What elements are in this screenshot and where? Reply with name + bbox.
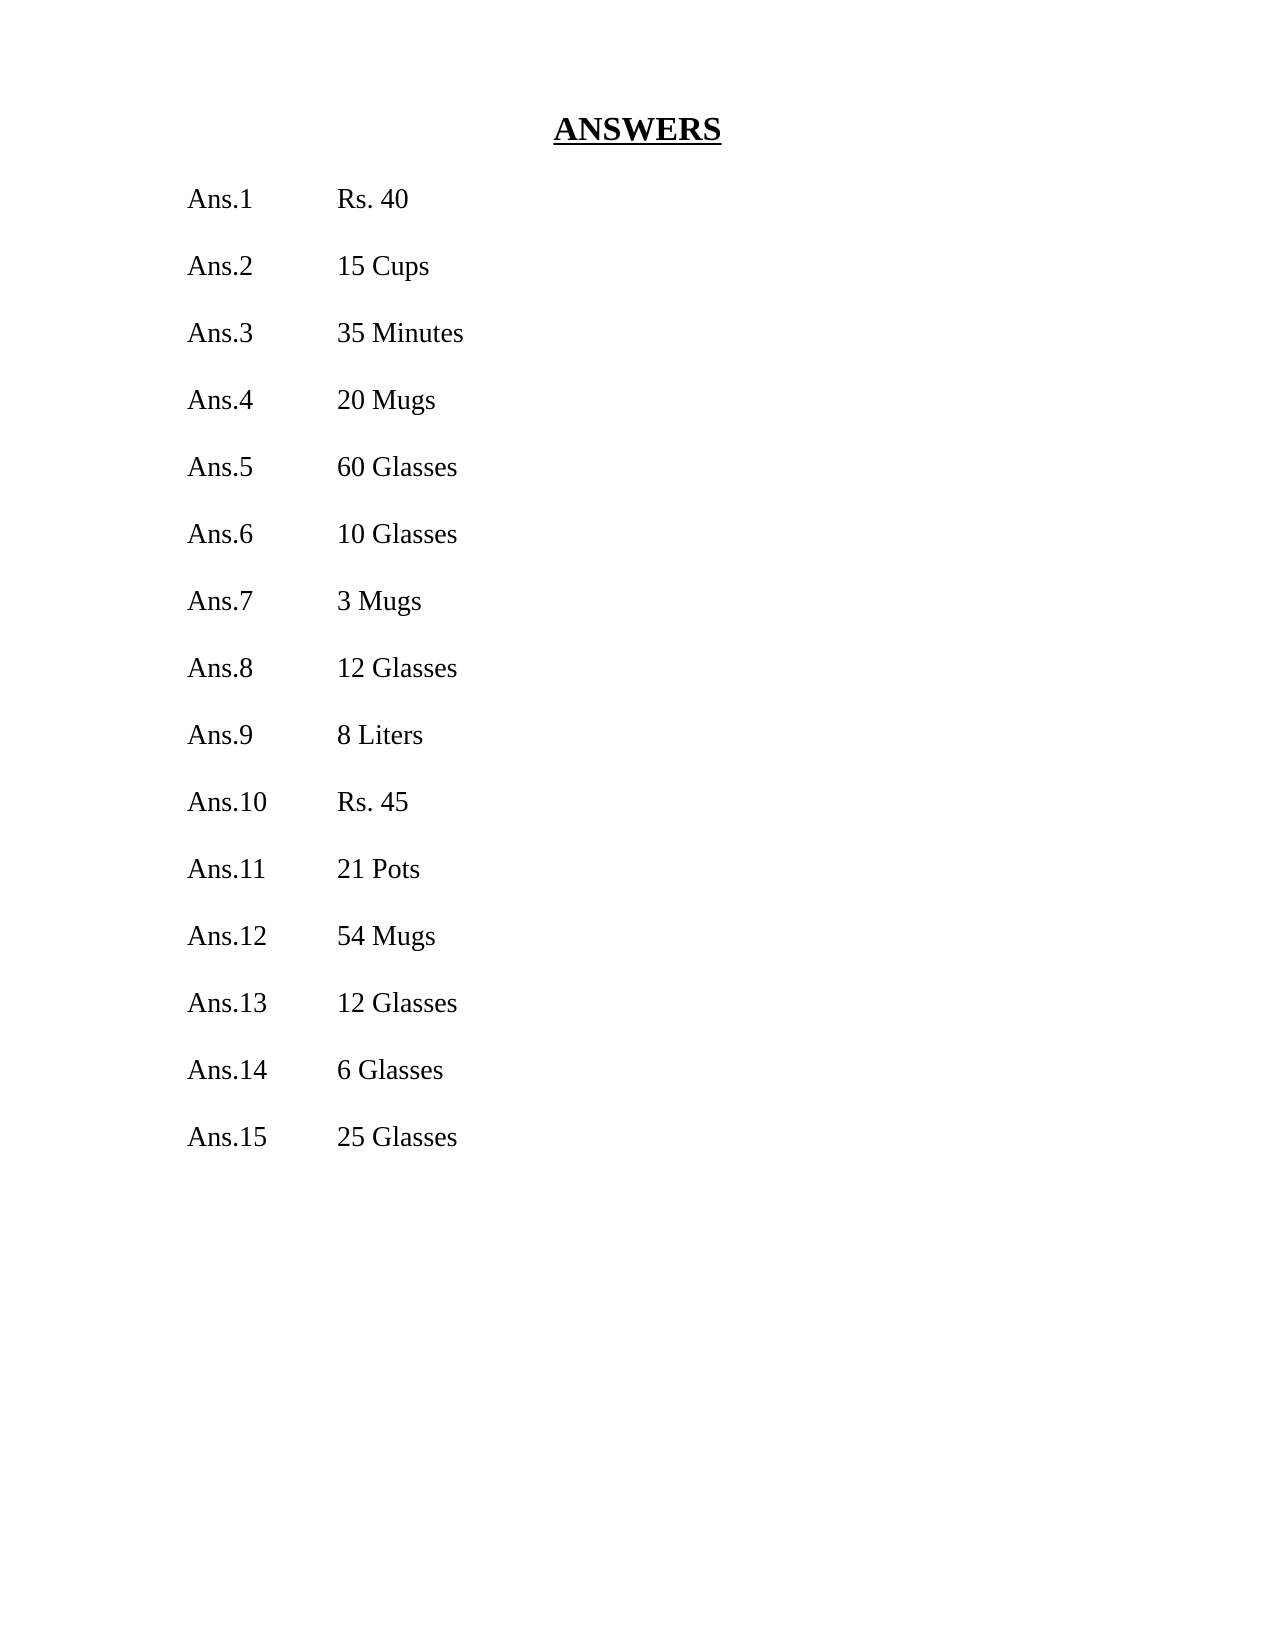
answer-label: Ans.3 (187, 318, 254, 349)
answer-label: Ans.10 (187, 787, 268, 818)
answer-row (187, 448, 464, 515)
answer-value: 12 Glasses (337, 653, 458, 684)
answer-value: 10 Glasses (337, 519, 458, 550)
answer-label: Ans.4 (187, 385, 254, 416)
answer-label: Ans.9 (187, 720, 254, 751)
answer-row (187, 247, 464, 314)
answer-label: Ans.12 (187, 921, 268, 952)
answer-row (187, 180, 464, 247)
answer-row (187, 783, 464, 850)
answer-label: Ans.13 (187, 988, 268, 1019)
answer-value: 3 Mugs (337, 586, 422, 617)
answer-row (187, 917, 464, 984)
answer-value: 20 Mugs (337, 385, 436, 416)
answer-row (187, 1118, 464, 1185)
answer-row (187, 314, 464, 381)
answer-row (187, 850, 464, 917)
answer-row (187, 649, 464, 716)
page-title-text: ANSWERS (553, 111, 722, 148)
answer-label: Ans.11 (187, 854, 267, 885)
answer-label: Ans.6 (187, 519, 254, 550)
answer-label: Ans.1 (187, 184, 254, 215)
answer-row (187, 381, 464, 448)
answer-value: 60 Glasses (337, 452, 458, 483)
page-title (0, 110, 1275, 150)
answer-label: Ans.2 (187, 251, 254, 282)
answer-label: Ans.15 (187, 1122, 268, 1153)
answer-value: Rs. 45 (337, 787, 409, 818)
answer-value: 35 Minutes (337, 318, 464, 349)
answer-list (187, 180, 464, 1185)
answer-label: Ans.14 (187, 1055, 268, 1086)
answer-label: Ans.5 (187, 452, 254, 483)
answer-row (187, 1051, 464, 1118)
answer-value: 6 Glasses (337, 1055, 444, 1086)
answer-value: 12 Glasses (337, 988, 458, 1019)
answer-row (187, 716, 464, 783)
answer-row (187, 582, 464, 649)
answer-value: 8 Liters (337, 720, 424, 751)
answer-label: Ans.8 (187, 653, 254, 684)
answer-value: 15 Cups (337, 251, 430, 282)
answer-row (187, 984, 464, 1051)
answer-value: 21 Pots (337, 854, 421, 885)
answer-value: 54 Mugs (337, 921, 436, 952)
answer-value: 25 Glasses (337, 1122, 458, 1153)
answer-row (187, 515, 464, 582)
answer-value: Rs. 40 (337, 184, 409, 215)
answer-label: Ans.7 (187, 586, 254, 617)
